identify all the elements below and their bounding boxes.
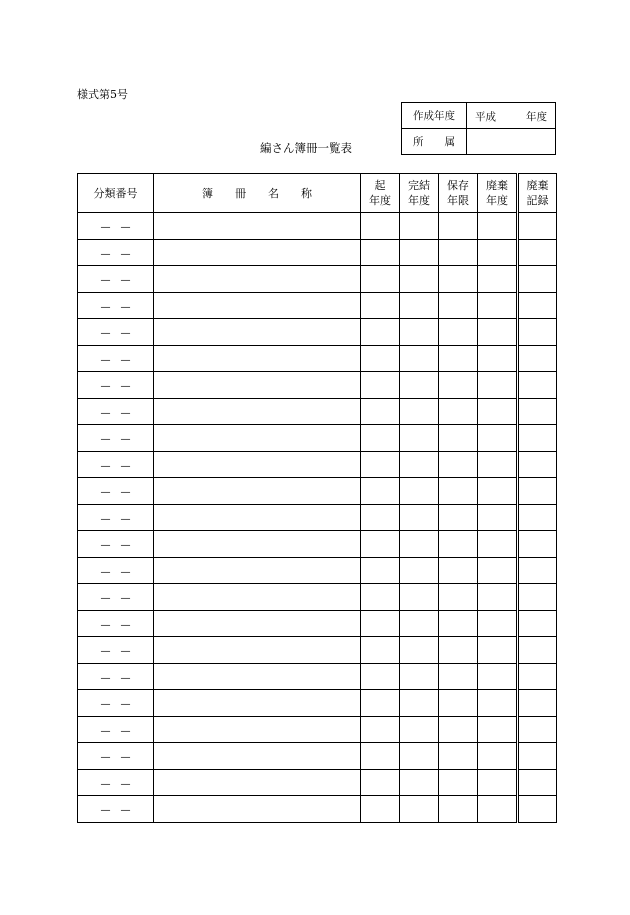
cell-disposal-record[interactable] (518, 319, 557, 346)
cell-disposal-record[interactable] (518, 716, 557, 743)
cell-start-year[interactable] (361, 504, 400, 531)
cell-start-year[interactable] (361, 425, 400, 452)
cell-classification[interactable]: — — (78, 531, 154, 558)
cell-name[interactable] (154, 504, 361, 531)
cell-start-year[interactable] (361, 372, 400, 399)
col-disposal-year: 廃棄 年度 (478, 174, 518, 213)
cell-name[interactable] (154, 425, 361, 452)
cell-name[interactable] (154, 372, 361, 399)
ledger-table (77, 173, 557, 823)
cell-start-year[interactable] (361, 743, 400, 770)
cell-disposal-record[interactable] (518, 398, 557, 425)
cell-retention-period[interactable] (439, 610, 478, 637)
table-row (78, 372, 557, 399)
cell-disposal-year[interactable] (478, 213, 518, 240)
cell-classification[interactable]: — — (78, 769, 154, 796)
era-label: 平成 (475, 111, 496, 123)
cell-retention-period[interactable] (439, 557, 478, 584)
cell-name[interactable] (154, 690, 361, 717)
cell-completion-year[interactable] (400, 239, 439, 266)
cell-disposal-record[interactable] (518, 743, 557, 770)
cell-disposal-record[interactable] (518, 690, 557, 717)
cell-disposal-record[interactable] (518, 663, 557, 690)
cell-disposal-record[interactable] (518, 213, 557, 240)
table-row (78, 796, 557, 823)
cell-classification[interactable]: — — (78, 372, 154, 399)
cell-retention-period[interactable] (439, 504, 478, 531)
cell-name[interactable] (154, 584, 361, 611)
cell-disposal-year[interactable] (478, 292, 518, 319)
cell-start-year[interactable] (361, 345, 400, 372)
cell-completion-year[interactable] (400, 743, 439, 770)
cell-name[interactable] (154, 769, 361, 796)
cell-disposal-year[interactable] (478, 557, 518, 584)
cell-completion-year[interactable] (400, 398, 439, 425)
cell-disposal-year[interactable] (478, 504, 518, 531)
year-suffix: 年度 (526, 111, 547, 123)
cell-start-year[interactable] (361, 690, 400, 717)
cell-start-year[interactable] (361, 663, 400, 690)
cell-completion-year[interactable] (400, 796, 439, 823)
table-row (78, 743, 557, 770)
cell-classification[interactable]: — — (78, 637, 154, 664)
cell-classification[interactable]: — — (78, 425, 154, 452)
cell-completion-year[interactable] (400, 557, 439, 584)
cell-classification[interactable]: — — (78, 451, 154, 478)
cell-disposal-year[interactable] (478, 690, 518, 717)
cell-start-year[interactable] (361, 292, 400, 319)
created-year-label: 作成年度 (402, 103, 467, 129)
col-completion-year: 完結 年度 (400, 174, 439, 213)
cell-disposal-record[interactable] (518, 637, 557, 664)
cell-classification[interactable]: — — (78, 796, 154, 823)
cell-completion-year[interactable] (400, 451, 439, 478)
table-row (78, 292, 557, 319)
col-disposal-record: 廃棄 記録 (518, 174, 557, 213)
table-row (78, 213, 557, 240)
cell-disposal-year[interactable] (478, 769, 518, 796)
table-row (78, 663, 557, 690)
cell-classification[interactable]: — — (78, 663, 154, 690)
cell-name[interactable] (154, 266, 361, 293)
cell-completion-year[interactable] (400, 292, 439, 319)
cell-disposal-year[interactable] (478, 584, 518, 611)
cell-classification[interactable]: — — (78, 266, 154, 293)
cell-start-year[interactable] (361, 531, 400, 558)
cell-completion-year[interactable] (400, 690, 439, 717)
cell-name[interactable] (154, 743, 361, 770)
cell-disposal-year[interactable] (478, 716, 518, 743)
cell-completion-year[interactable] (400, 345, 439, 372)
cell-retention-period[interactable] (439, 425, 478, 452)
table-row (78, 716, 557, 743)
cell-name[interactable] (154, 531, 361, 558)
cell-disposal-year[interactable] (478, 345, 518, 372)
cell-start-year[interactable] (361, 213, 400, 240)
cell-disposal-record[interactable] (518, 796, 557, 823)
affiliation-value[interactable] (467, 129, 556, 155)
cell-disposal-record[interactable] (518, 531, 557, 558)
cell-disposal-year[interactable] (478, 239, 518, 266)
table-row (78, 637, 557, 664)
cell-disposal-year[interactable] (478, 266, 518, 293)
cell-disposal-record[interactable] (518, 504, 557, 531)
cell-classification[interactable]: — — (78, 716, 154, 743)
cell-disposal-record[interactable] (518, 769, 557, 796)
cell-disposal-year[interactable] (478, 451, 518, 478)
cell-disposal-year[interactable] (478, 425, 518, 452)
form-number: 様式第5号 (77, 88, 128, 101)
cell-name[interactable] (154, 319, 361, 346)
created-year-value[interactable] (467, 103, 556, 129)
cell-start-year[interactable] (361, 239, 400, 266)
cell-completion-year[interactable] (400, 478, 439, 505)
col-classification: 分類番号 (78, 174, 154, 213)
cell-disposal-year[interactable] (478, 531, 518, 558)
cell-start-year[interactable] (361, 266, 400, 293)
cell-retention-period[interactable] (439, 345, 478, 372)
cell-completion-year[interactable] (400, 213, 439, 240)
cell-retention-period[interactable] (439, 213, 478, 240)
col-start-year: 起 年度 (361, 174, 400, 213)
cell-disposal-year[interactable] (478, 398, 518, 425)
cell-disposal-year[interactable] (478, 610, 518, 637)
table-row (78, 398, 557, 425)
cell-classification[interactable]: — — (78, 345, 154, 372)
col-name: 簿 冊 名 称 (154, 174, 361, 213)
cell-start-year[interactable] (361, 796, 400, 823)
cell-classification[interactable]: — — (78, 292, 154, 319)
table-row (78, 769, 557, 796)
table-row (78, 266, 557, 293)
table-row (78, 345, 557, 372)
cell-start-year[interactable] (361, 557, 400, 584)
cell-disposal-year[interactable] (478, 663, 518, 690)
cell-retention-period[interactable] (439, 319, 478, 346)
cell-completion-year[interactable] (400, 266, 439, 293)
cell-name[interactable] (154, 292, 361, 319)
cell-classification[interactable]: — — (78, 584, 154, 611)
cell-name[interactable] (154, 557, 361, 584)
cell-completion-year[interactable] (400, 504, 439, 531)
cell-retention-period[interactable] (439, 531, 478, 558)
cell-disposal-record[interactable] (518, 266, 557, 293)
cell-classification[interactable]: — — (78, 239, 154, 266)
cell-start-year[interactable] (361, 451, 400, 478)
cell-disposal-year[interactable] (478, 796, 518, 823)
cell-classification[interactable]: — — (78, 504, 154, 531)
cell-retention-period[interactable] (439, 478, 478, 505)
cell-completion-year[interactable] (400, 584, 439, 611)
cell-completion-year[interactable] (400, 716, 439, 743)
cell-retention-period[interactable] (439, 769, 478, 796)
cell-completion-year[interactable] (400, 425, 439, 452)
cell-disposal-record[interactable] (518, 478, 557, 505)
cell-completion-year[interactable] (400, 531, 439, 558)
cell-start-year[interactable] (361, 584, 400, 611)
table-row (78, 557, 557, 584)
cell-name[interactable] (154, 796, 361, 823)
cell-disposal-year[interactable] (478, 637, 518, 664)
table-row (78, 425, 557, 452)
cell-classification[interactable]: — — (78, 690, 154, 717)
table-row (78, 239, 557, 266)
cell-start-year[interactable] (361, 610, 400, 637)
cell-retention-period[interactable] (439, 743, 478, 770)
cell-classification[interactable]: — — (78, 213, 154, 240)
table-row (78, 504, 557, 531)
cell-disposal-record[interactable] (518, 345, 557, 372)
cell-retention-period[interactable] (439, 239, 478, 266)
cell-start-year[interactable] (361, 398, 400, 425)
cell-classification[interactable]: — — (78, 398, 154, 425)
table-row (78, 610, 557, 637)
cell-completion-year[interactable] (400, 319, 439, 346)
cell-name[interactable] (154, 345, 361, 372)
cell-disposal-record[interactable] (518, 584, 557, 611)
info-box (401, 102, 556, 155)
cell-start-year[interactable] (361, 637, 400, 664)
cell-disposal-record[interactable] (518, 451, 557, 478)
cell-retention-period[interactable] (439, 398, 478, 425)
cell-retention-period[interactable] (439, 266, 478, 293)
cell-completion-year[interactable] (400, 610, 439, 637)
cell-retention-period[interactable] (439, 292, 478, 319)
cell-name[interactable] (154, 213, 361, 240)
cell-start-year[interactable] (361, 478, 400, 505)
table-row (78, 690, 557, 717)
cell-disposal-year[interactable] (478, 319, 518, 346)
cell-completion-year[interactable] (400, 769, 439, 796)
cell-start-year[interactable] (361, 769, 400, 796)
cell-retention-period[interactable] (439, 716, 478, 743)
cell-completion-year[interactable] (400, 663, 439, 690)
cell-completion-year[interactable] (400, 637, 439, 664)
cell-name[interactable] (154, 398, 361, 425)
cell-name[interactable] (154, 451, 361, 478)
table-row (78, 584, 557, 611)
cell-disposal-record[interactable] (518, 425, 557, 452)
cell-name[interactable] (154, 239, 361, 266)
cell-retention-period[interactable] (439, 663, 478, 690)
cell-retention-period[interactable] (439, 584, 478, 611)
cell-disposal-year[interactable] (478, 478, 518, 505)
cell-disposal-record[interactable] (518, 372, 557, 399)
document-title: 編さん簿冊一覧表 (260, 141, 352, 155)
col-retention-period: 保存 年限 (439, 174, 478, 213)
cell-retention-period[interactable] (439, 637, 478, 664)
cell-classification[interactable]: — — (78, 610, 154, 637)
cell-disposal-year[interactable] (478, 372, 518, 399)
cell-classification[interactable]: — — (78, 478, 154, 505)
cell-retention-period[interactable] (439, 372, 478, 399)
cell-disposal-record[interactable] (518, 239, 557, 266)
cell-completion-year[interactable] (400, 372, 439, 399)
cell-name[interactable] (154, 478, 361, 505)
cell-name[interactable] (154, 637, 361, 664)
table-row (78, 451, 557, 478)
cell-start-year[interactable] (361, 716, 400, 743)
header-row (78, 174, 557, 213)
cell-retention-period[interactable] (439, 796, 478, 823)
cell-name[interactable] (154, 663, 361, 690)
cell-disposal-record[interactable] (518, 557, 557, 584)
table-row (78, 478, 557, 505)
cell-classification[interactable]: — — (78, 743, 154, 770)
cell-disposal-year[interactable] (478, 743, 518, 770)
table-row (78, 319, 557, 346)
cell-retention-period[interactable] (439, 451, 478, 478)
cell-name[interactable] (154, 610, 361, 637)
cell-name[interactable] (154, 716, 361, 743)
cell-disposal-record[interactable] (518, 292, 557, 319)
table-row (78, 531, 557, 558)
cell-classification[interactable]: — — (78, 557, 154, 584)
cell-classification[interactable]: — — (78, 319, 154, 346)
cell-start-year[interactable] (361, 319, 400, 346)
cell-retention-period[interactable] (439, 690, 478, 717)
affiliation-label: 所 属 (402, 129, 467, 155)
cell-disposal-record[interactable] (518, 610, 557, 637)
